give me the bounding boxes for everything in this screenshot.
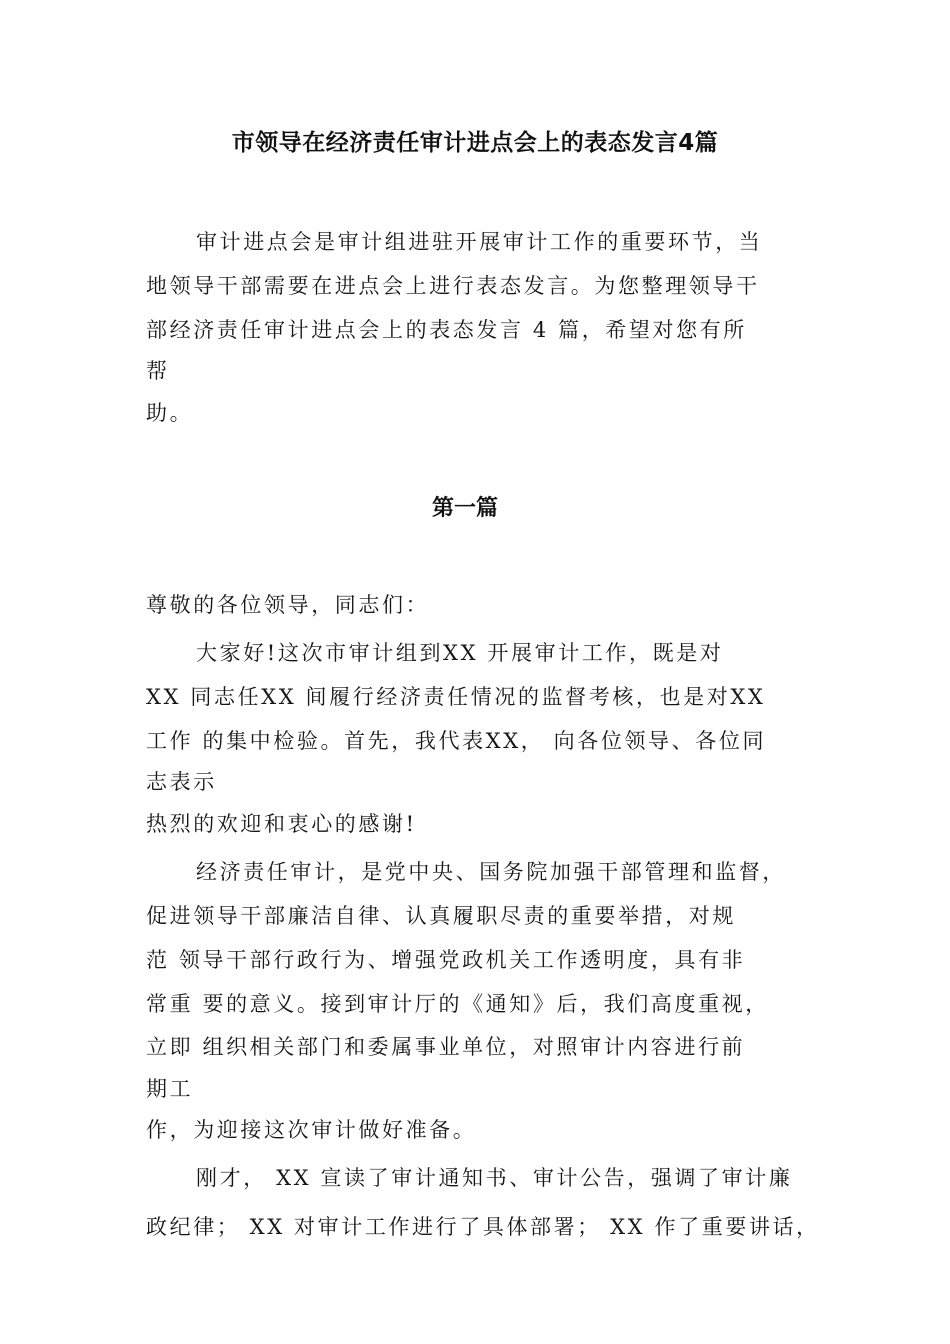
body-line: 范 领导干部行政行为、增强党政机关工作透明度，具有非 — [146, 948, 746, 972]
intro-line: 部经济责任审计进点会上的表态发言 4 篇，希望对您有所 — [146, 318, 747, 342]
body-line: 工作 的集中检验。首先，我代表XX， 向各位领导、各位同 — [146, 729, 767, 753]
intro-line: 助。 — [146, 401, 194, 425]
section-heading: 第一篇 — [431, 496, 498, 521]
body-line: 热烈的欢迎和衷心的感谢! — [146, 812, 417, 836]
body-line: 常重 要的意义。接到审计厅的《通知》后，我们高度重视， — [146, 992, 769, 1016]
body-line: 促进领导干部廉洁自律、认真履职尽责的重要举措，对规 — [146, 904, 736, 928]
body-line: XX 同志任XX 间履行经济责任情况的监督考核，也是对XX — [146, 685, 766, 709]
salutation: 尊敬的各位领导，同志们： — [146, 593, 430, 617]
body-line: 志表示 — [146, 770, 217, 794]
body-line: 期工 — [146, 1077, 194, 1101]
document-title: 市领导在经济责任审计进点会上的表态发言4篇 — [231, 130, 719, 156]
body-line: 刚才， XX 宣读了审计通知书、审计公告，强调了审计廉 — [196, 1166, 793, 1190]
body-line: 大家好!这次市审计组到XX 开展审计工作，既是对 — [196, 641, 724, 665]
intro-line: 帮 — [146, 359, 170, 383]
body-line: 政纪律； XX 对审计工作进行了具体部署； XX 作了重要讲话， — [146, 1215, 820, 1239]
body-line: 经济责任审计，是党中央、国务院加强干部管理和监督， — [196, 860, 786, 884]
intro-line: 审计进点会是审计组进驻开展审计工作的重要环节，当 — [196, 230, 763, 254]
intro-line: 地领导干部需要在进点会上进行表态发言。为您整理领导干 — [146, 274, 760, 298]
body-line: 作，为迎接这次审计做好准备。 — [146, 1118, 477, 1142]
body-line: 立即 组织相关部门和委属事业单位，对照审计内容进行前 — [146, 1035, 746, 1059]
